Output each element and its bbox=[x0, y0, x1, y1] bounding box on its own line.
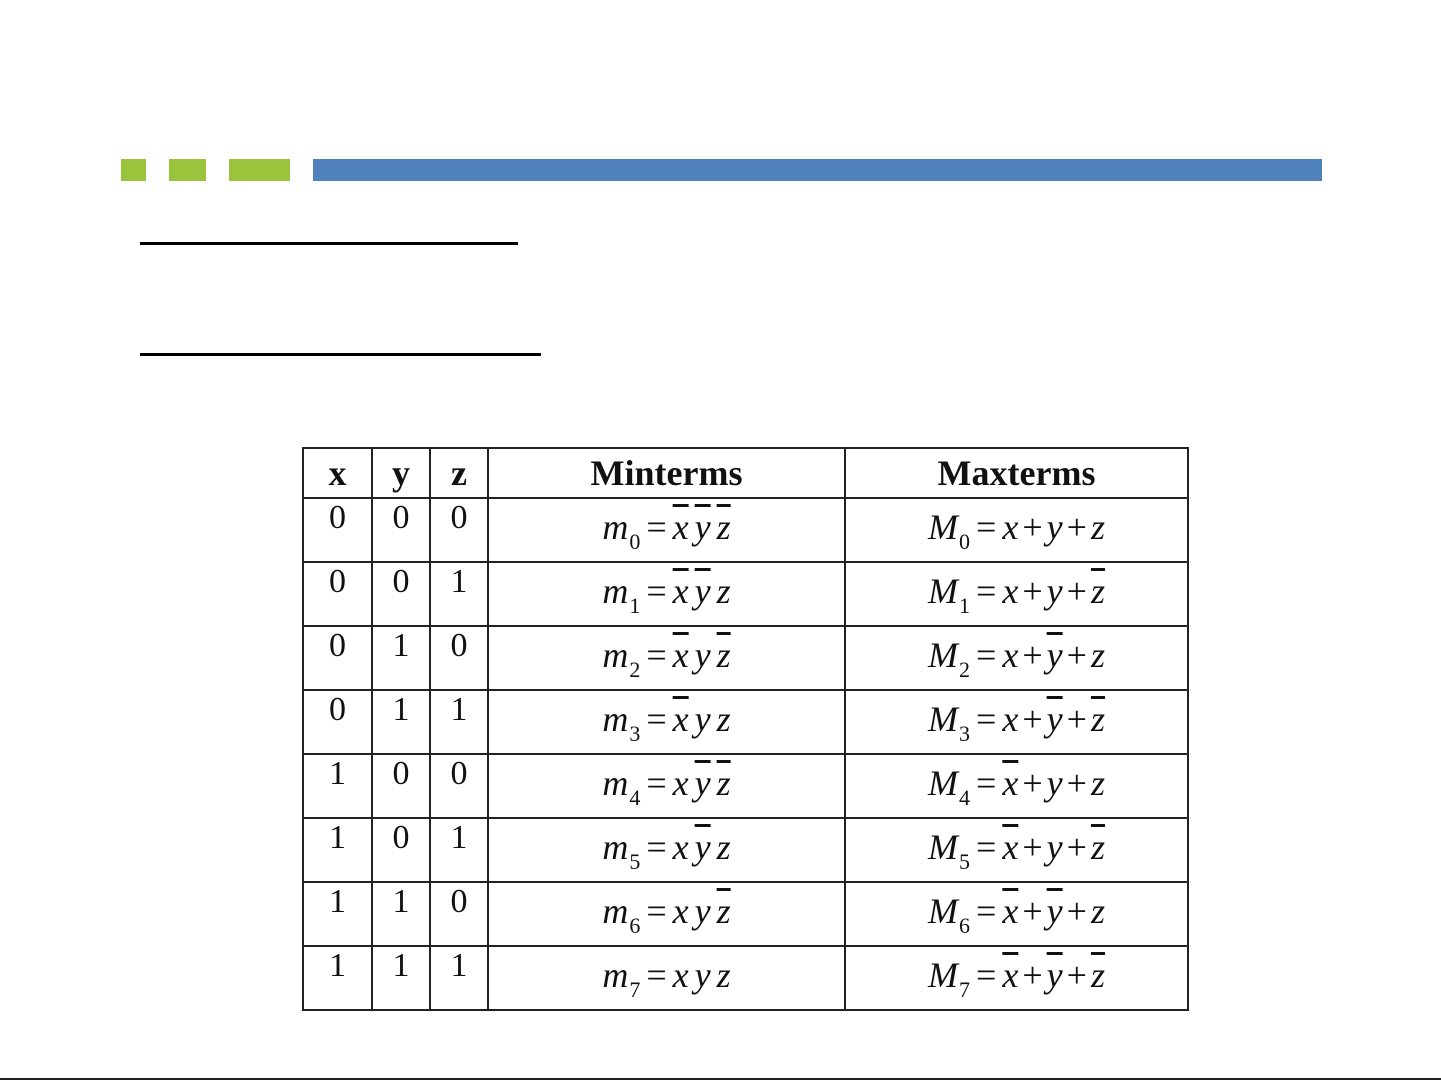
cell-x: 1 bbox=[303, 946, 372, 1010]
variable-x: x bbox=[1002, 698, 1019, 739]
maxterm-name: M bbox=[928, 506, 959, 547]
variable-y: y bbox=[1046, 826, 1063, 867]
cell-maxterm bbox=[845, 882, 1188, 946]
cell-y: 0 bbox=[372, 562, 430, 626]
minterm-name: m bbox=[602, 634, 629, 675]
cell-z: 1 bbox=[430, 818, 488, 882]
variable-x: x bbox=[1002, 570, 1019, 611]
maxterm-index: 0 bbox=[959, 528, 971, 554]
plus-sign: + bbox=[1022, 890, 1043, 931]
cell-minterm bbox=[488, 882, 845, 946]
minterm-name: m bbox=[602, 826, 629, 867]
cell-minterm bbox=[488, 690, 845, 754]
complemented-variable-z: $\overline{z}$ bbox=[1090, 954, 1105, 995]
table-row bbox=[303, 946, 1188, 1010]
maxterm-index: 2 bbox=[959, 656, 971, 682]
cell-maxterm bbox=[845, 626, 1188, 690]
complemented-variable-z: $\overline{z}$ bbox=[1090, 570, 1105, 611]
cell-z: 0 bbox=[430, 754, 488, 818]
plus-sign: + bbox=[1022, 506, 1043, 547]
equals-sign: = bbox=[646, 634, 667, 675]
equals-sign: = bbox=[646, 506, 667, 547]
plus-sign: + bbox=[1022, 826, 1043, 867]
plus-sign: + bbox=[1022, 570, 1043, 611]
table-row bbox=[303, 562, 1188, 626]
cell-y: 0 bbox=[372, 754, 430, 818]
maxterm-name: M bbox=[928, 634, 959, 675]
cell-y: 1 bbox=[372, 882, 430, 946]
maxterm-name: M bbox=[928, 826, 959, 867]
complemented-variable-x: $\overline{x}$ bbox=[672, 698, 689, 739]
table-body bbox=[303, 498, 1188, 1010]
cell-x: 0 bbox=[303, 626, 372, 690]
variable-z: z bbox=[716, 698, 731, 739]
complemented-variable-x: $\overline{x}$ bbox=[1002, 890, 1019, 931]
equals-sign: = bbox=[646, 890, 667, 931]
variable-z: z bbox=[1090, 506, 1105, 547]
equals-sign: = bbox=[976, 570, 997, 611]
variable-x: x bbox=[672, 826, 689, 867]
plus-sign: + bbox=[1022, 954, 1043, 995]
complemented-variable-x: $\overline{x}$ bbox=[1002, 954, 1019, 995]
minterm-index: 0 bbox=[629, 528, 641, 554]
maxterm-index: 5 bbox=[959, 848, 971, 874]
header-accent-square-3 bbox=[229, 159, 290, 181]
maxterm-name: M bbox=[928, 698, 959, 739]
complemented-variable-y: $\overline{y}$ bbox=[1046, 890, 1063, 931]
cell-y: 1 bbox=[372, 946, 430, 1010]
equals-sign: = bbox=[976, 826, 997, 867]
variable-z: z bbox=[716, 954, 731, 995]
variable-z: z bbox=[716, 570, 731, 611]
variable-z: z bbox=[1090, 890, 1105, 931]
complemented-variable-y: $\overline{y}$ bbox=[1046, 634, 1063, 675]
plus-sign: + bbox=[1066, 954, 1087, 995]
table-row bbox=[303, 818, 1188, 882]
equals-sign: = bbox=[646, 954, 667, 995]
cell-maxterm bbox=[845, 562, 1188, 626]
variable-y: y bbox=[694, 890, 711, 931]
table-row bbox=[303, 882, 1188, 946]
minterm-index: 4 bbox=[629, 784, 641, 810]
complemented-variable-z: $\overline{z}$ bbox=[1090, 826, 1105, 867]
header-z: z bbox=[430, 448, 488, 498]
plus-sign: + bbox=[1022, 698, 1043, 739]
complemented-variable-y: $\overline{y}$ bbox=[694, 762, 711, 803]
complemented-variable-x: $\overline{x}$ bbox=[1002, 826, 1019, 867]
minterm-maxterm-table bbox=[302, 447, 1189, 1011]
cell-minterm bbox=[488, 626, 845, 690]
complemented-variable-x: $\overline{x}$ bbox=[1002, 762, 1019, 803]
plus-sign: + bbox=[1066, 890, 1087, 931]
complemented-variable-y: $\overline{y}$ bbox=[1046, 698, 1063, 739]
plus-sign: + bbox=[1066, 506, 1087, 547]
cell-minterm bbox=[488, 818, 845, 882]
minterm-name: m bbox=[602, 506, 629, 547]
cell-y: 1 bbox=[372, 690, 430, 754]
cell-x: 1 bbox=[303, 754, 372, 818]
cell-maxterm bbox=[845, 498, 1188, 562]
complemented-variable-y: $\overline{y}$ bbox=[694, 570, 711, 611]
cell-z: 0 bbox=[430, 626, 488, 690]
bottom-rule bbox=[0, 1078, 1441, 1080]
maxterm-index: 1 bbox=[959, 592, 971, 618]
cell-maxterm bbox=[845, 946, 1188, 1010]
heading-underline-2 bbox=[140, 353, 541, 356]
equals-sign: = bbox=[646, 698, 667, 739]
minterm-name: m bbox=[602, 570, 629, 611]
minterm-name: m bbox=[602, 698, 629, 739]
table-row bbox=[303, 498, 1188, 562]
complemented-variable-y: $\overline{y}$ bbox=[1046, 954, 1063, 995]
maxterm-index: 7 bbox=[959, 976, 971, 1002]
cell-x: 0 bbox=[303, 498, 372, 562]
cell-z: 1 bbox=[430, 690, 488, 754]
cell-x: 0 bbox=[303, 562, 372, 626]
cell-maxterm bbox=[845, 690, 1188, 754]
equals-sign: = bbox=[646, 826, 667, 867]
maxterm-name: M bbox=[928, 954, 959, 995]
table-row bbox=[303, 626, 1188, 690]
equals-sign: = bbox=[976, 890, 997, 931]
maxterm-name: M bbox=[928, 890, 959, 931]
cell-x: 1 bbox=[303, 882, 372, 946]
minterm-name: m bbox=[602, 890, 629, 931]
cell-y: 0 bbox=[372, 498, 430, 562]
minterm-index: 1 bbox=[629, 592, 641, 618]
minterm-index: 3 bbox=[629, 720, 641, 746]
maxterm-index: 4 bbox=[959, 784, 971, 810]
variable-y: y bbox=[694, 634, 711, 675]
cell-x: 1 bbox=[303, 818, 372, 882]
equals-sign: = bbox=[976, 762, 997, 803]
variable-y: y bbox=[1046, 570, 1063, 611]
plus-sign: + bbox=[1066, 826, 1087, 867]
complemented-variable-x: $\overline{x}$ bbox=[672, 570, 689, 611]
variable-y: y bbox=[694, 954, 711, 995]
heading-underline-1 bbox=[140, 242, 518, 245]
complemented-variable-y: $\overline{y}$ bbox=[694, 506, 711, 547]
table-header-row bbox=[303, 448, 1188, 498]
cell-z: 0 bbox=[430, 882, 488, 946]
header-x: x bbox=[303, 448, 372, 498]
variable-x: x bbox=[1002, 506, 1019, 547]
minterm-index: 6 bbox=[629, 912, 641, 938]
plus-sign: + bbox=[1022, 762, 1043, 803]
complemented-variable-z: $\overline{z}$ bbox=[716, 634, 731, 675]
maxterm-name: M bbox=[928, 570, 959, 611]
variable-z: z bbox=[1090, 762, 1105, 803]
minterm-index: 5 bbox=[629, 848, 641, 874]
cell-minterm bbox=[488, 498, 845, 562]
plus-sign: + bbox=[1066, 762, 1087, 803]
plus-sign: + bbox=[1066, 570, 1087, 611]
cell-minterm bbox=[488, 754, 845, 818]
complemented-variable-y: $\overline{y}$ bbox=[694, 826, 711, 867]
variable-y: y bbox=[694, 698, 711, 739]
minterm-name: m bbox=[602, 954, 629, 995]
plus-sign: + bbox=[1066, 634, 1087, 675]
cell-z: 1 bbox=[430, 946, 488, 1010]
header-y: y bbox=[372, 448, 430, 498]
equals-sign: = bbox=[646, 570, 667, 611]
plus-sign: + bbox=[1066, 698, 1087, 739]
maxterm-index: 6 bbox=[959, 912, 971, 938]
cell-z: 1 bbox=[430, 562, 488, 626]
variable-z: z bbox=[716, 826, 731, 867]
maxterm-name: M bbox=[928, 762, 959, 803]
cell-y: 0 bbox=[372, 818, 430, 882]
variable-z: z bbox=[1090, 634, 1105, 675]
maxterm-index: 3 bbox=[959, 720, 971, 746]
minterm-index: 7 bbox=[629, 976, 641, 1002]
cell-z: 0 bbox=[430, 498, 488, 562]
header-maxterms: Maxterms bbox=[845, 448, 1188, 498]
variable-x: x bbox=[672, 890, 689, 931]
equals-sign: = bbox=[976, 506, 997, 547]
header-minterms: Minterms bbox=[488, 448, 845, 498]
minterm-name: m bbox=[602, 762, 629, 803]
header-accent-square-1 bbox=[121, 159, 146, 181]
variable-y: y bbox=[1046, 762, 1063, 803]
cell-x: 0 bbox=[303, 690, 372, 754]
variable-x: x bbox=[672, 954, 689, 995]
complemented-variable-z: $\overline{z}$ bbox=[1090, 698, 1105, 739]
variable-x: x bbox=[672, 762, 689, 803]
complemented-variable-z: $\overline{z}$ bbox=[716, 762, 731, 803]
header-accent-bar bbox=[313, 159, 1322, 181]
minterm-index: 2 bbox=[629, 656, 641, 682]
cell-minterm bbox=[488, 562, 845, 626]
cell-y: 1 bbox=[372, 626, 430, 690]
variable-x: x bbox=[1002, 634, 1019, 675]
variable-y: y bbox=[1046, 506, 1063, 547]
equals-sign: = bbox=[976, 634, 997, 675]
header-accent-square-2 bbox=[169, 159, 206, 181]
complemented-variable-z: $\overline{z}$ bbox=[716, 506, 731, 547]
equals-sign: = bbox=[976, 954, 997, 995]
plus-sign: + bbox=[1022, 634, 1043, 675]
cell-maxterm bbox=[845, 818, 1188, 882]
equals-sign: = bbox=[646, 762, 667, 803]
complemented-variable-x: $\overline{x}$ bbox=[672, 634, 689, 675]
complemented-variable-z: $\overline{z}$ bbox=[716, 890, 731, 931]
complemented-variable-x: $\overline{x}$ bbox=[672, 506, 689, 547]
table-row bbox=[303, 690, 1188, 754]
equals-sign: = bbox=[976, 698, 997, 739]
table-row bbox=[303, 754, 1188, 818]
cell-maxterm bbox=[845, 754, 1188, 818]
cell-minterm bbox=[488, 946, 845, 1010]
